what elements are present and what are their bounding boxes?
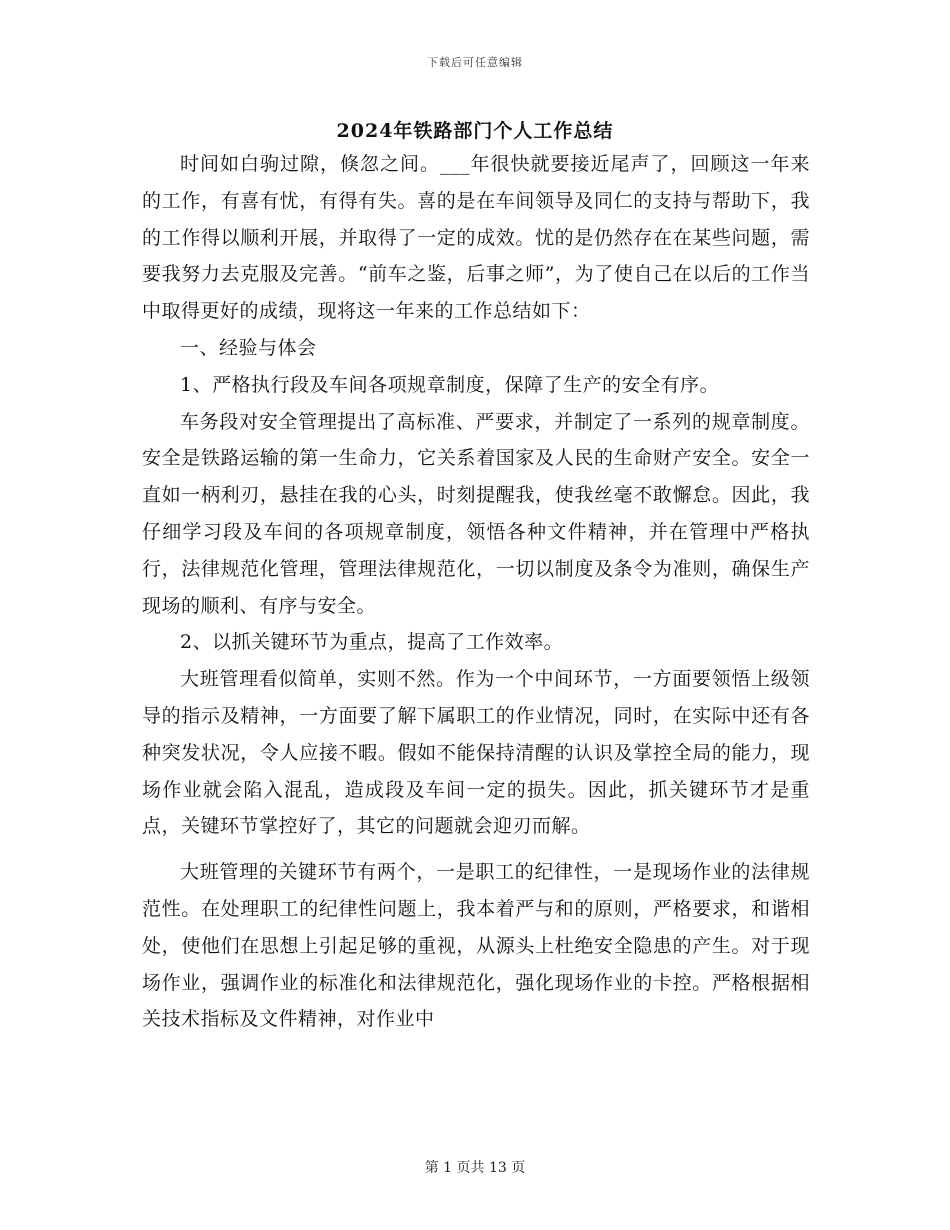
paragraph-management: 大班管理看似简单，实则不然。作为一个中间环节，一方面要领悟上级领导的指示及精神，一方面要了解下属职工的作业情况，同时，在实际中还有各种突发状况，令人应接不暇。假如不能保持清醒的认识及掌控全局的能力，现场作业就会陷入混乱，造成段及车间一定的损失。因此，抓关键环节才是重点，关键环节掌控好了，其它的问题就会迎刃而解。 [142, 668, 810, 838]
paragraph-intro: 时间如白驹过隙，倏忽之间。___年很快就要接近尾声了，回顾这一年来的工作，有喜有忧，有得有失。喜的是在车间领导及同仁的支持与帮助下，我的工作得以顺利开展，并取得了一定的成效。忧的是仍然存在在某些问题，需要我努力去克服及完善。“前车之鉴，后事之师”，为了使自己在以后的工作当中取得更好的成绩，现将这一年来的工作总结如下： [142, 153, 810, 323]
subheading-key-links: 2、以抓关键环节为重点，提高了工作效率。 [180, 631, 564, 654]
section-heading-experience: 一、经验与体会 [180, 336, 317, 359]
paragraph-key-links-detail: 大班管理的关键环节有两个，一是职工的纪律性，一是现场作业的法律规范性。在处理职工的纪律性问题上，我本着严与和的原则，严格要求，和谐相处，使他们在思想上引起足够的重视，从源头上杜绝安全隐患的产生。对于现场作业，强调作业的标准化和法律规范化，强化现场作业的卡控。严格根据相关技术指标及文件精神，对作业中 [142, 861, 810, 1031]
subheading-rules: 1、严格执行段及车间各项规章制度，保障了生产的安全有序。 [180, 373, 720, 396]
paragraph-safety: 车务段对安全管理提出了高标准、严要求，并制定了一系列的规章制度。安全是铁路运输的第一生命力，它关系着国家及人民的生命财产安全。安全一直如一柄利刃，悬挂在我的心头，时刻提醒我，使我丝毫不敢懈怠。因此，我仔细学习段及车间的各项规章制度，领悟各种文件精神，并在管理中严格执行，法律规范化管理，管理法律规范化，一切以制度及条令为准则，确保生产现场的顺利、有序与安全。 [142, 410, 810, 617]
document-body [142, 146, 810, 1038]
document-title: 2024年铁路部门个人工作总结 [336, 120, 614, 142]
page-number: 第 1 页共 13 页 [424, 1160, 526, 1176]
header-note: 下载后可任意编辑 [427, 56, 523, 69]
